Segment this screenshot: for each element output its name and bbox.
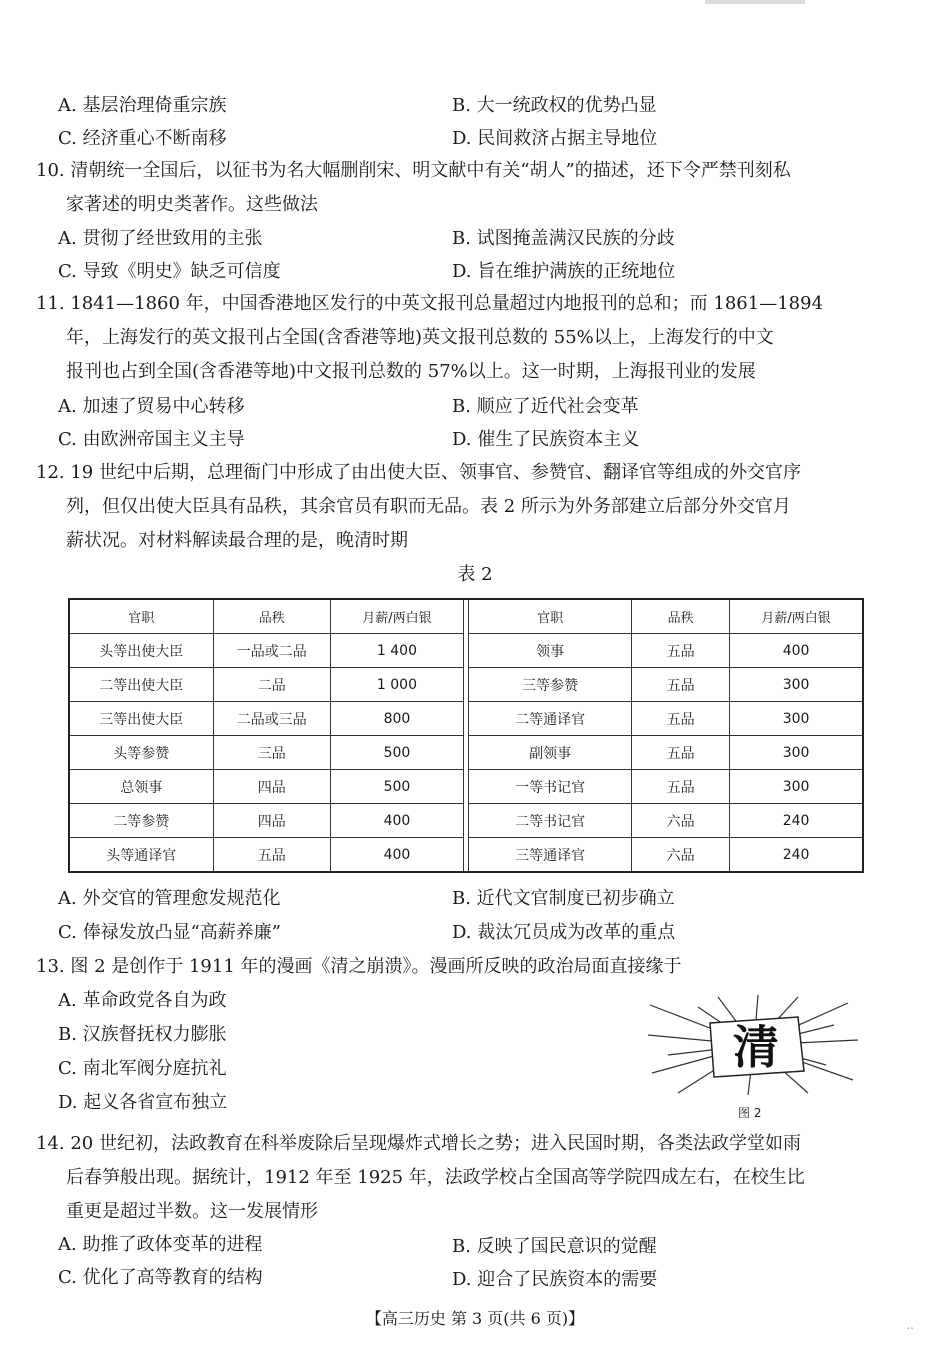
q10-option-c: C. 导致《明史》缺乏可信度 [58,261,281,282]
table-cell: 四品 [213,770,331,804]
table-cell: 500 [331,770,464,804]
prev-option-b: B. 大一统政权的优势凸显 [452,95,657,116]
q14-option-d: D. 迎合了民族资本的需要 [452,1269,658,1290]
table-cell: 四品 [213,804,331,838]
table-cell: 1 000 [331,668,464,702]
table-row [69,702,863,736]
table-cell: 300 [730,668,863,702]
prev-option-a: A. 基层治理倚重宗族 [58,95,227,116]
q14-stem-line-3: 重更是超过半数。这一发展情形 [66,1201,318,1222]
table-cell: 二品 [213,668,331,702]
table-header-row [69,599,863,634]
header-cell: 官职 [469,599,632,634]
prev-option-c: C. 经济重心不断南移 [58,128,227,149]
header-cell: 品秩 [632,599,730,634]
q13-option-d: D. 起义各省宣布独立 [58,1092,228,1113]
corner-mark: .. [906,1318,914,1332]
q13-option-c: C. 南北军阀分庭抗礼 [58,1058,227,1079]
table-caption: 表 2 [457,564,493,585]
table-cell: 400 [331,804,464,838]
salary-table [68,598,864,873]
q13-option-b: B. 汉族督抚权力膨胀 [58,1024,227,1045]
header-cell: 官职 [69,599,213,634]
table-cell: 二等通译官 [469,702,632,736]
table-cell: 五品 [632,634,730,668]
table-cell: 300 [730,702,863,736]
table-cell: 1 400 [331,634,464,668]
q12-stem-line-2: 列，但仅出使大臣具有品秩，其余官员有职而无品。表 2 所示为外务部建立后部分外交官月 [66,496,791,517]
q12-stem-line-1: 12. 19 世纪中后期，总理衙门中形成了由出使大臣、领事官、参赞官、翻译官等组成的外交官序 [36,462,801,483]
table-row [69,804,863,838]
q10-option-b: B. 试图掩盖满汉民族的分歧 [452,228,675,249]
cartoon-qing-collapse [648,995,860,1095]
table-cell: 六品 [632,838,730,873]
q12-option-d: D. 裁汰冗员成为改革的重点 [452,922,676,943]
table-cell: 五品 [632,668,730,702]
q10-option-a: A. 贯彻了经世致用的主张 [58,228,263,249]
q11-option-b: B. 顺应了近代社会变革 [452,396,639,417]
table-cell: 五品 [632,736,730,770]
table-cell: 五品 [213,838,331,873]
table-cell: 240 [730,838,863,873]
page-footer: 【高三历史 第 3 页(共 6 页)】 [365,1309,585,1328]
table-row [69,838,863,873]
table-cell: 500 [331,736,464,770]
q11-option-c: C. 由欧洲帝国主义主导 [58,429,245,450]
q10-stem-line-2: 家著述的明史类著作。这些做法 [66,194,318,215]
table-cell: 一等书记官 [469,770,632,804]
table-cell: 三等参赞 [469,668,632,702]
q13-option-a: A. 革命政党各自为政 [58,990,227,1011]
table-cell: 五品 [632,702,730,736]
q12-stem-line-3: 薪状况。对材料解读最合理的是，晚清时期 [66,530,408,551]
table-cell: 二等书记官 [469,804,632,838]
table-cell: 总领事 [69,770,213,804]
figure-label: 图 2 [738,1106,762,1120]
prev-option-d: D. 民间救济占据主导地位 [452,128,658,149]
table-cell: 一品或二品 [213,634,331,668]
q14-option-b: B. 反映了国民意识的觉醒 [452,1236,657,1257]
q14-stem-line-1: 14. 20 世纪初，法政教育在科举废除后呈现爆炸式增长之势；进入民国时期，各类法政学堂如雨 [36,1133,801,1154]
table-row [69,736,863,770]
q14-stem-line-2: 后春笋般出现。据统计，1912 年至 1925 年，法政学校占全国高等学院四成左右，在校生比 [66,1167,805,1188]
q11-stem-line-1: 11. 1841—1860 年，中国香港地区发行的中英文报刊总量超过内地报刊的总和；而 1861—1894 [36,293,824,314]
table-cell: 三等出使大臣 [69,702,213,736]
table-cell: 400 [730,634,863,668]
table-cell: 800 [331,702,464,736]
table-row [69,634,863,668]
q11-option-d: D. 催生了民族资本主义 [452,429,640,450]
table-cell: 三等通译官 [469,838,632,873]
table-row [69,770,863,804]
table-cell: 二等出使大臣 [69,668,213,702]
scan-edge-mark [705,0,805,4]
table-cell: 头等参赞 [69,736,213,770]
q10-option-d: D. 旨在维护满族的正统地位 [452,261,676,282]
table-cell: 300 [730,770,863,804]
table-cell: 副领事 [469,736,632,770]
q14-option-c: C. 优化了高等教育的结构 [58,1267,263,1288]
table-cell: 头等通译官 [69,838,213,873]
q13-stem-line-1: 13. 图 2 是创作于 1911 年的漫画《清之崩溃》。漫画所反映的政治局面直接缘于 [36,956,682,977]
q12-option-a: A. 外交官的管理愈发规范化 [58,888,281,909]
table-row [69,668,863,702]
table-cell: 三品 [213,736,331,770]
cartoon-character-text: 清 [733,1020,779,1074]
table-cell: 300 [730,736,863,770]
table-cell: 领事 [469,634,632,668]
q10-stem-line-1: 10. 清朝统一全国后，以征书为名大幅删削宋、明文献中有关“胡人”的描述，还下令严禁刊刻私 [36,160,791,181]
table-cell: 240 [730,804,863,838]
table-cell: 头等出使大臣 [69,634,213,668]
q11-option-a: A. 加速了贸易中心转移 [58,396,245,417]
table-cell: 二品或三品 [213,702,331,736]
table-cell: 二等参赞 [69,804,213,838]
table-cell: 400 [331,838,464,873]
q12-option-c: C. 俸禄发放凸显“高薪养廉” [58,922,281,943]
q11-stem-line-3: 报刊也占到全国(含香港等地)中文报刊总数的 57%以上。这一时期，上海报刊业的发展 [66,361,756,382]
q12-option-b: B. 近代文官制度已初步确立 [452,888,675,909]
header-cell: 月薪/两白银 [331,599,464,634]
table-cell: 五品 [632,770,730,804]
header-cell: 品秩 [213,599,331,634]
header-cell: 月薪/两白银 [730,599,863,634]
q14-option-a: A. 助推了政体变革的进程 [58,1234,263,1255]
q11-stem-line-2: 年，上海发行的英文报刊占全国(含香港等地)英文报刊总数的 55%以上，上海发行的中文 [66,327,774,348]
table-cell: 六品 [632,804,730,838]
